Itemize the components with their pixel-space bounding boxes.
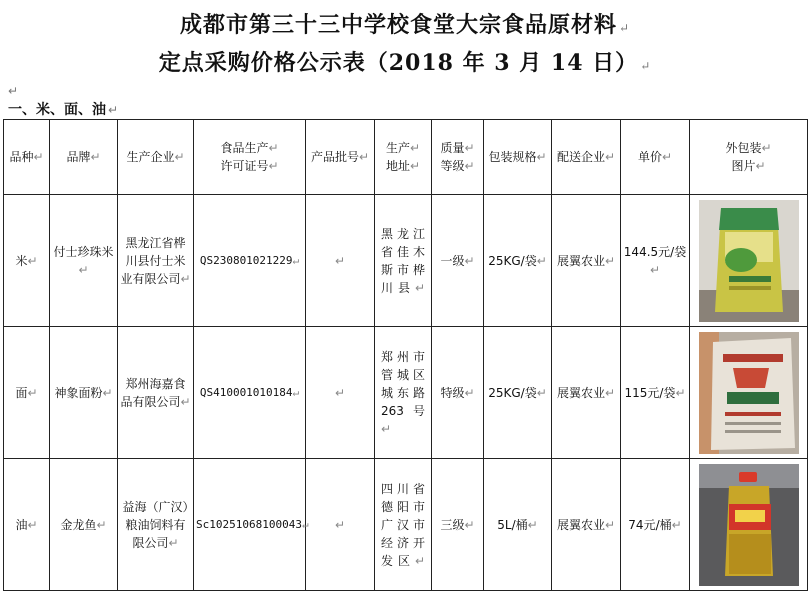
cell-license: QS410001010184↵: [194, 327, 306, 459]
cell-category: 面↵: [4, 327, 50, 459]
header-manufacturer: 生产企业↵: [118, 120, 194, 195]
cell-grade: 一级↵: [432, 195, 484, 327]
header-batch: 产品批号↵: [306, 120, 375, 195]
table-header-row: [4, 120, 808, 195]
cell-brand: 神象面粉↵: [50, 327, 118, 459]
cell-grade: 特级↵: [432, 327, 484, 459]
cell-price: 144.5元/袋↵: [621, 195, 690, 327]
paragraph-mark-icon: ↵: [108, 103, 119, 117]
section-heading-text: 一、米、面、油: [8, 102, 106, 118]
header-price: 单价↵: [621, 120, 690, 195]
header-photo: 外包装↵ 图片↵: [690, 120, 808, 195]
cell-spec: 25KG/袋↵: [484, 327, 552, 459]
cell-origin: 四川省德阳市广汉市经济开发区↵: [375, 459, 432, 591]
cell-license: Sc10251068100043↵: [194, 459, 306, 591]
page-title-line1: [0, 8, 810, 39]
table-row: [4, 195, 808, 327]
cell-distributor: 展翼农业↵: [552, 195, 621, 327]
paragraph-mark-icon: ↵: [640, 59, 652, 73]
header-category: 品种↵: [4, 120, 50, 195]
cell-distributor: 展翼农业↵: [552, 459, 621, 591]
cell-manufacturer: 益海（广汉）粮油饲料有限公司↵: [118, 459, 194, 591]
cell-batch: ↵: [306, 195, 375, 327]
cell-category: 油↵: [4, 459, 50, 591]
cell-batch: ↵: [306, 459, 375, 591]
header-distributor: 配送企业↵: [552, 120, 621, 195]
header-origin: 生产↵ 地址↵: [375, 120, 432, 195]
cell-price: 115元/袋↵: [621, 327, 690, 459]
paragraph-mark-icon: ↵: [618, 21, 631, 35]
cell-photo: [690, 459, 808, 591]
header-grade: 质量↵ 等级↵: [432, 120, 484, 195]
cell-brand: 付士珍珠米↵: [50, 195, 118, 327]
table-row: [4, 459, 808, 591]
cell-batch: ↵: [306, 327, 375, 459]
cell-manufacturer: 郑州海嘉食品有限公司↵: [118, 327, 194, 459]
paragraph-mark-icon: ↵: [8, 84, 19, 98]
cell-manufacturer: 黑龙江省桦川县付士米业有限公司↵: [118, 195, 194, 327]
cell-photo: [690, 195, 808, 327]
cell-origin: 黑龙江省佳木斯市桦川县↵: [375, 195, 432, 327]
section-heading: [8, 99, 118, 119]
cell-category: 米↵: [4, 195, 50, 327]
cell-photo: [690, 327, 808, 459]
header-license: 食品生产↵ 许可证号↵: [194, 120, 306, 195]
cell-origin: 郑州市管城区城东路263号↵: [375, 327, 432, 459]
cell-spec: 25KG/袋↵: [484, 195, 552, 327]
cell-distributor: 展翼农业↵: [552, 327, 621, 459]
header-spec: 包装规格↵: [484, 120, 552, 195]
oil-bottle-icon: [699, 464, 799, 586]
title-line1-text: 成都市第三十三中学校食堂大宗食品原材料: [179, 12, 617, 38]
table-row: [4, 327, 808, 459]
cell-price: 74元/桶↵: [621, 459, 690, 591]
cell-grade: 三级↵: [432, 459, 484, 591]
cell-brand: 金龙鱼↵: [50, 459, 118, 591]
header-brand: 品牌↵: [50, 120, 118, 195]
flour-sack-icon: [699, 332, 799, 454]
cell-spec: 5L/桶↵: [484, 459, 552, 591]
page-title-line2: [0, 46, 810, 77]
rice-bag-icon: [699, 200, 799, 322]
cell-license: QS230801021229↵: [194, 195, 306, 327]
title-line2-text: 定点采购价格公示表（2018 年 3 月 14 日）: [158, 50, 639, 76]
price-table: [3, 119, 808, 591]
